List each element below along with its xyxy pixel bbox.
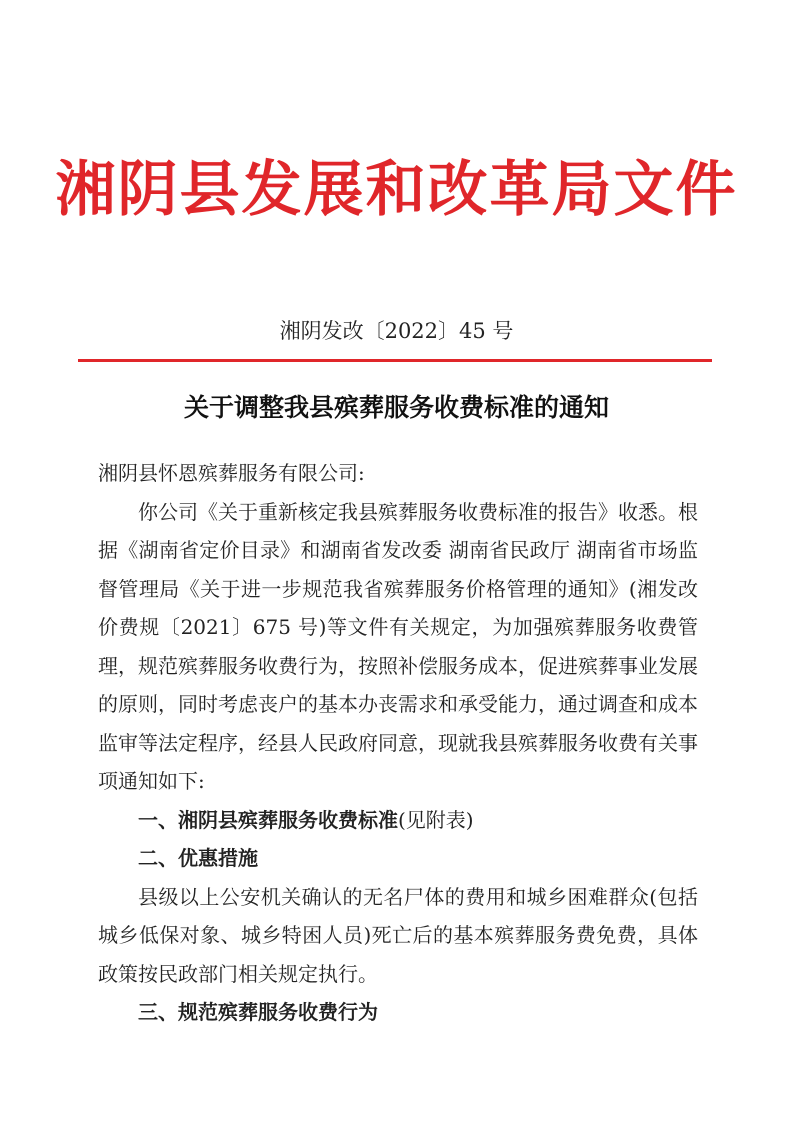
document-number: 湘阴发改〔2022〕45 号 (279, 319, 514, 343)
section-1-title: 一、湘阴县殡葬服务收费标准 (138, 807, 398, 832)
section-2-title: 二、优惠措施 (138, 846, 258, 870)
recipient-line: 湘阴县怀恩殡葬服务有限公司: (98, 461, 365, 485)
notice-body (98, 454, 698, 1032)
section-2-paragraph: 县级以上公安机关确认的无名尸体的费用和城乡困难群众(包括城乡低保对象、城乡特困人员)死亡后的基本殡葬服务费免费，具体政策按民政部门相关规定执行。 (98, 884, 698, 986)
section-1-note: (见附表) (398, 807, 474, 832)
section-2-heading (98, 839, 698, 878)
intro-paragraph: 你公司《关于重新核定我县殡葬服务收费标准的报告》收悉。根据《湖南省定价目录》和湖南省发改委 湖南省民政厅 湖南省市场监督管理局《关于进一步规范我省殡葬服务价格管理的通知》(湘发改价费规〔2021〕675 号)等文件有关规定，为加强殡葬服务收费管理，规范殡葬服务收费行为，按照补偿服务成本，促进殡葬事业发展的原则，同时考虑丧户的基本办丧需求和承受能力，通过调查和成本监审等法定程序，经县人民政府同意，现就我县殡葬服务收费有关事项通知如下: (98, 499, 698, 793)
section-1-heading (98, 801, 698, 840)
red-separator-line (78, 359, 712, 362)
section-3-title: 三、规范殡葬服务收费行为 (138, 1000, 378, 1024)
masthead-title: 湘阴县发展和改革局文件 (55, 155, 738, 225)
section-3-heading (98, 993, 698, 1032)
notice-title: 关于调整我县殡葬服务收费标准的通知 (183, 393, 609, 422)
